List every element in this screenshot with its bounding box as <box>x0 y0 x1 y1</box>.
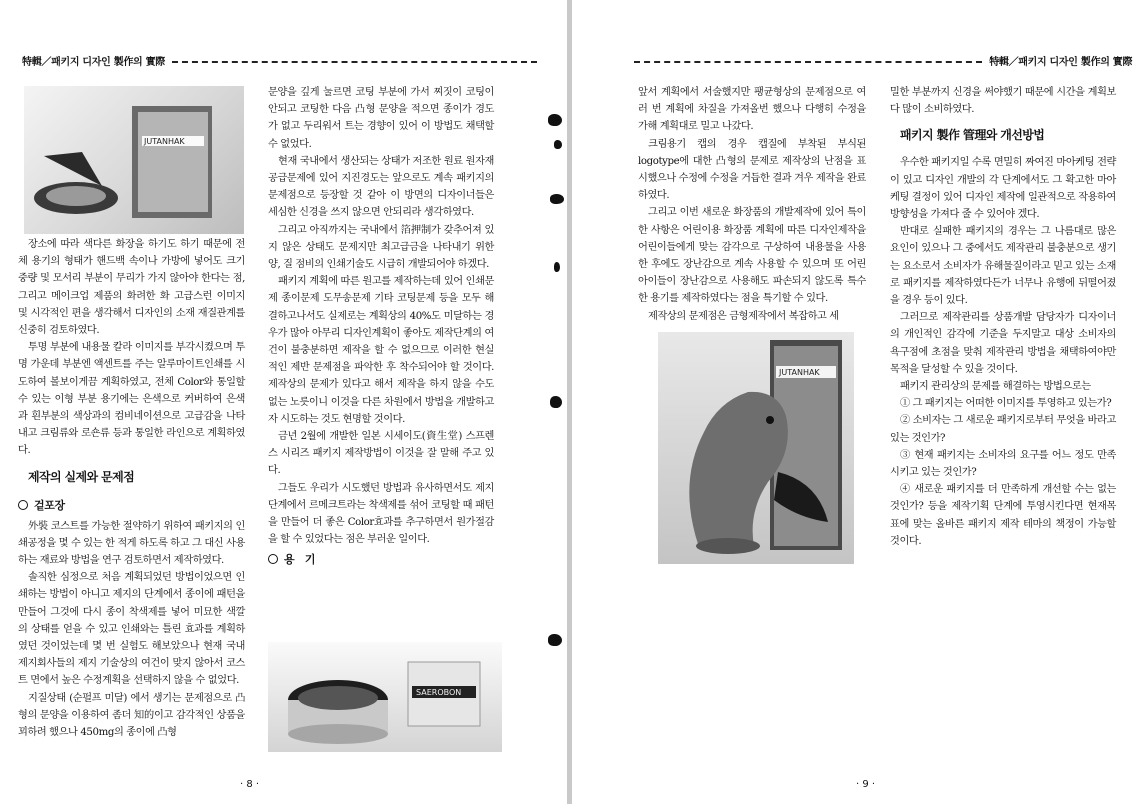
right-page-number: · 9 · <box>856 779 876 790</box>
body-paragraph: 밀한 부분까지 신경을 써야했기 때문에 시간을 계획보다 많이 소비하였다. <box>890 87 1116 116</box>
circle-bullet-icon <box>268 554 278 564</box>
compact-photo-drawing <box>24 86 244 234</box>
body-paragraph: 지질상태 (순펄프 미달) 에서 생기는 문제점으로 凸형의 문양을 이용하여 좀더 知的이고 감각적인 상품을 꾀하려 했으나 450mg의 종이에 凸형 <box>18 692 245 739</box>
compact-photo <box>24 86 244 234</box>
body-paragraph: 그들도 우리가 시도했던 방법과 유사하면서도 제지 단계에서 르메크트라는 착색제를 섞어 코팅할 때 패턴을 만들어 더 좋은 Color효과를 추구하면서 원가절감을 할 수 있었다는 점은 부러운 일이다. <box>268 482 494 546</box>
header-rule <box>634 61 982 63</box>
body-paragraph: 문양을 깊게 눌르면 코팅 부분에 가서 찌짓이 코팅이 안되고 코팅한 다음 凸형 문양을 적으면 종이가 경도가 없고 두리워서 트는 경향이 있어 이 방법도 채택할 수 없었다. <box>268 87 494 150</box>
body-paragraph: ③ 현재 패키지는 소비자의 요구를 어느 정도 만족시키고 있는 것인가? <box>890 449 1116 479</box>
body-paragraph: 장소에 따라 색다른 화장을 하기도 하기 때문에 전체 용기의 형태가 핸드백 속이나 가방에 넣어도 크기 중량 및 모서리 부분이 무리가 가지 않아야 한다는 점, 그리고 메이크업 제품의 화려한 화 고급스런 이미지 및 시각적인 편을 생각해서 디자인의 소재 재질관계를 신중히 검토하였다. <box>18 239 245 337</box>
fish-bottle-drawing <box>658 332 854 564</box>
ink-blot <box>550 194 564 204</box>
ink-blot <box>550 396 562 408</box>
fish-bottle-photo <box>658 332 854 564</box>
body-paragraph: 솔직한 심정으로 처음 계획되었던 방법이었으면 인쇄하는 방법이 아니고 제지의 단계에서 종이에 패턴을 만들어 그것에 다시 종이 착색제를 넣어 미묘한 색깔의 상태를 얻을 수 있고 인쇄와는 틀린 효과를 계획하였던 것이었는데 몇 번 실험도 해보았으나 현재 국내제지회사들의 제지 기술상의 여건이 맞지 않아서 코스트 면에서 높은 수정계획을 선택하지 않을 수 없었다. <box>18 572 245 687</box>
jar-box-label: SAEROBON <box>416 688 462 697</box>
subsection-heading-text: 겉포장 <box>34 498 65 512</box>
body-paragraph: 그러므로 제작관리를 상품개발 담당자가 디자이너의 개인적인 감각에 기준을 두지말고 대상 소비자의 욕구점에 초점을 맞춰 제작관리 방법을 채택하여야만 목적을 달성할 수 있을 것이다. <box>890 312 1116 375</box>
body-paragraph: 크림용기 캡의 경우 캡질에 부착된 부식된 logotype에 대한 凸형의 문제로 제작상의 난점을 표시했으나 수정에 수정을 거듭한 결과 겨우 제작을 완료하였다. <box>638 138 866 202</box>
body-paragraph: 우수한 패키지일 수록 면밀히 짜여진 마아케팅 전략이 있고 디자인 개발의 각 단계에서도 그 확고한 마아케팅 결정이 있어 디자인 제작에 일관적으로 작용하여 방향성을 가져다 줄 수 있어야 겠다. <box>890 157 1116 221</box>
cream-jar-photo <box>268 642 502 752</box>
body-paragraph: ④ 새로운 패키지를 더 만족하게 개선할 수는 없는 것인가? 등을 제작기획 단계에 투영시킨다면 현재목표에 맞는 올바른 패키지 제작 테마의 책정이 가능할 것이다. <box>890 484 1116 547</box>
left-running-header <box>22 53 537 68</box>
body-paragraph: 현재 국내에서 생산되는 상태가 저조한 원료 원자재 공급문제에 있어 지진경도는 앞으로도 계속 패키지의 문제점으로 등장할 것 같아 이 방면의 디자이너들은 세심한 신경을 쓰지 않으면 안되리라 생각하였다. <box>268 155 494 219</box>
cream-jar-drawing <box>268 642 502 752</box>
left-column-2 <box>268 84 494 572</box>
right-running-header <box>634 53 1132 68</box>
body-paragraph: ② 소비자는 그 새로운 패키지로부터 무엇을 바라고 있는 것인가? <box>890 415 1116 444</box>
body-paragraph: 앞서 계획에서 서술했지만 팽균형상의 문제점으로 여러 번 계획에 차질을 가져올번 했으나 다행히 수정을 가해 계획대로 밀고 나갔다. <box>638 87 866 133</box>
left-page <box>0 0 567 804</box>
section-heading: 패키지 製作 管理와 개선방법 <box>900 128 1045 143</box>
ink-blot <box>554 140 562 149</box>
left-page-number: · 8 · <box>240 779 260 790</box>
body-paragraph: 제작상의 문제점은 금형제작에서 복잡하고 세 <box>648 310 839 322</box>
body-paragraph: 그리고 이번 새로운 화장품의 개발제작에 있어 특이한 사항은 어린이용 화장품 계획에 따른 디자인제작을 어린이들에게 맞는 감각으로 구상하여 내용물을 사용한 후에도 장난감으로 계속 사용할 수 있으며 또 어린아이들이 장난감으로 사용해도 파손되지 않도록 특수한 용기를 제작하였다는 점을 특기할 수 있다. <box>638 207 866 305</box>
circle-bullet-icon <box>18 500 28 510</box>
bottle-box-label: JUTANHAK <box>779 368 820 377</box>
right-header-text: 特輯／패키지 디자인 製作의 實際 <box>989 57 1133 68</box>
section-heading: 제작의 실제와 문제점 <box>28 469 135 484</box>
subsection-heading-text: 용 기 <box>284 553 316 567</box>
right-page <box>572 0 1136 804</box>
ink-blot <box>554 262 560 272</box>
body-paragraph: 패키지 관리상의 문제를 해결하는 방법으로는 <box>900 381 1091 393</box>
subsection-heading <box>18 496 245 516</box>
subsection-heading <box>268 550 494 570</box>
body-paragraph: 그리고 아직까지는 국내에서 箔押制가 갖추어져 있지 않은 상태도 문제지만 최고급금을 나타내기 위한 양, 질 점비의 인쇄기술도 시급히 개발되어야 하겠다. <box>268 224 494 271</box>
left-header-text: 特輯／패키지 디자인 製作의 實際 <box>22 57 165 68</box>
body-paragraph: 투명 부분에 내용물 칼라 이미지를 부각시켰으며 투명 가운데 부분엔 액센트를 주는 알루마이트인쇄를 시도하여 볼보이게끔 계획하였고, 전체 Color와 통일할 수 있는 이형 부분 용기에는 은색으로 커버하여 은색과 흰부분의 색상과의 컴비네이션으로 고급감을 나타내고 크림류와 로숀류 등과 통일한 라인으로 계획하였다. <box>18 342 245 457</box>
ink-blot <box>548 634 562 646</box>
header-rule <box>172 61 537 63</box>
body-paragraph: 반대로 실패한 패키지의 경우는 그 나름대로 많은 요인이 있으나 그 중에서도 제작관리 불충분으로 생기는 요소로서 소비자가 유해물질이라고 믿고 있는 소재로 패키지를 제작하였다든가 너무나 유행에 뒤떨어졌을 경우 등이 있다. <box>890 226 1116 307</box>
right-column-1 <box>638 84 866 325</box>
body-paragraph: 패키지 계획에 따른 원고를 제작하는데 있어 인쇄문제 종이문제 도무송문제 기타 코팅문제 등을 모두 해결하고나서도 실제로는 계획상의 40%도 미달하는 경우가 많아 아무리 디자인계획이 좋아도 제작단계의 여건이 불충분하면 제작을 할 수 없으므로 이러한 현실적인 제반 문제점을 파악한 후 착수되어야 할 것이다. 제작상의 문제가 있다고 해서 제작을 하지 않을 수도 없는 노릇이니 이것을 다른 차원에서 방법을 개발하고자 시도하는 것도 현명할 것이다. <box>268 276 494 425</box>
body-paragraph: ① 그 패키지는 어떠한 이미지를 투영하고 있는가? <box>900 398 1112 410</box>
ink-blot <box>548 114 562 126</box>
compact-box-label: JUTANHAK <box>144 137 185 146</box>
body-paragraph: 금년 2월에 개발한 일본 시세이도(資生堂) 스프렌스 시리즈 패키지 제작방법이 이것을 잘 말해 주고 있다. <box>268 431 494 477</box>
right-column-2 <box>890 84 1116 550</box>
body-paragraph: 外裝 코스트를 가능한 절약하기 위하여 패키지의 인쇄공정을 몇 수 있는 한 적게 하도록 하고 그 대신 사용하는 재료와 방법을 연구 검토하면서 제작하였다. <box>18 520 245 567</box>
left-column-1 <box>18 236 245 741</box>
